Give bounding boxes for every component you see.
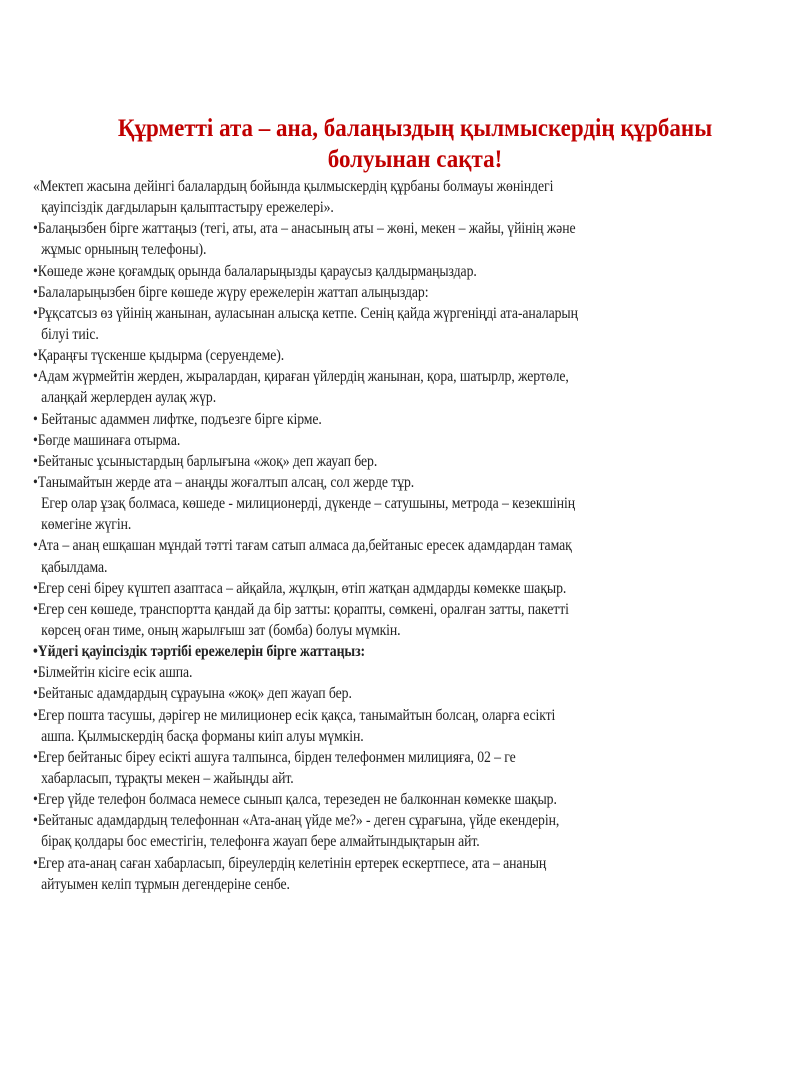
list-item — [33, 810, 793, 852]
text-line: •Ата – анаң ешқашан мұндай тәтті тағам сатып алмаса да,бейтаныс ересек адамдардан тамақ — [33, 537, 572, 555]
text-line: •Егер бейтаныс біреу есікті ашуға талпынса, бірден телефонмен милицияға, 02 – ге — [33, 748, 516, 766]
text-line: Егер олар ұзақ болмаса, көшеде - милиционерді, дүкенде – сатушыны, метрода – кезекшінің — [41, 495, 576, 513]
document-body — [33, 176, 793, 895]
list-item — [33, 578, 793, 599]
text-line: •Рұқсатсыз өз үйінің жанынан, ауласынан алысқа кетпе. Сенің қайда жүргеніңді ата-аналарың — [33, 304, 578, 322]
text-line: •Қараңғы түскенше қыдырма (серуендеме). — [33, 347, 285, 365]
text-line: ашпа. Қылмыскердің басқа форманы киіп алуы мүмкін. — [41, 727, 364, 745]
text-line: •Балаларыңызбен бірге көшеде жүру ережелерін жаттап алыңыздар: — [33, 283, 429, 301]
text-line: •Танымайтын жерде ата – анаңды жоғалтып алсаң, сол жерде тұр. — [33, 473, 415, 491]
text-line: қабылдама. — [41, 558, 108, 576]
text-line: бірақ қолдары бос еместігін, телефонға жауап бере алмайтындықтарын айт. — [41, 833, 480, 851]
text-line: •Бейтаныс адамдардың телефоннан «Ата-анаң үйде ме?» - деген сұрағына, үйде екендерін, — [33, 812, 560, 830]
text-line: •Бейтаныс ұсыныстардың барлығына «жоқ» деп жауап бер. — [33, 452, 378, 470]
text-line: •Егер сен көшеде, транспортта қандай да бір затты: қорапты, сөмкені, оралған затты, пакетті — [33, 600, 569, 618]
list-item — [33, 303, 793, 345]
text-line: •Көшеде және қоғамдық орында балаларыңызды қараусыз қалдырмаңыздар. — [33, 262, 477, 280]
text-line: •Егер сені біреу күштеп азаптаса – айқайла, жұлқын, өтіп жатқан адмдарды көмекке шақыр. — [33, 579, 567, 597]
list-item — [33, 261, 793, 282]
text-line: айтуымен келіп тұрмын дегендеріне сенбе. — [41, 875, 290, 893]
list-item — [33, 683, 793, 704]
text-line: •Егер пошта тасушы, дәрігер не милиционер есік қақса, танымайтын болсаң, оларға есікті — [33, 706, 556, 724]
list-item — [33, 430, 793, 451]
text-line: •Балаңызбен бірге жаттаңыз (тегі, аты, ата – анасының аты – жөні, мекен – жайы, үйінің және — [33, 220, 576, 238]
text-line: хабарласып, тұрақты мекен – жайыңды айт. — [41, 769, 294, 787]
text-line: жұмыс орнының телефоны). — [41, 241, 207, 259]
list-item — [33, 218, 793, 260]
list-item — [33, 789, 793, 810]
text-line: •Бөгде машинаға отырма. — [33, 431, 181, 449]
list-item — [33, 472, 793, 493]
text-line: көрсең оған тиме, оның жарылғыш зат (бомба) болуы мүмкін. — [41, 621, 401, 639]
text-line: «Мектеп жасына дейінгі балалардың бойында қылмыскердің құрбаны болмауы жөніндегі — [33, 178, 554, 195]
title-line-2: болуынан сақта! — [327, 146, 503, 173]
text-line: •Білмейтін кісіге есік ашпа. — [33, 664, 193, 682]
list-item — [33, 493, 793, 535]
section-heading — [33, 641, 793, 662]
text-line: •Егер ата-анаң саған хабарласып, біреулердің келетінін ертерек ескертпесе, ата – ананың — [33, 854, 547, 872]
list-item — [33, 366, 793, 408]
text-line: • Бейтаныс адаммен лифтке, подъезге бірге кірме. — [33, 410, 322, 428]
list-item — [33, 662, 793, 683]
list-item — [33, 345, 793, 366]
list-item — [33, 176, 793, 218]
text-line: •Адам жүрмейтін жерден, жыралардан, қираған үйлердің жанынан, қора, шатырлр, жертөле, — [33, 368, 569, 386]
list-item — [33, 282, 793, 303]
text-line: •Бейтаныс адамдардың сұрауына «жоқ» деп жауап бер. — [33, 685, 352, 703]
list-item — [33, 853, 793, 895]
text-line: көмегіне жүгін. — [41, 516, 132, 534]
title-line-1: Құрметті ата – ана, балаңыздың қылмыскердің құрбаны — [117, 115, 713, 142]
text-line: •Егер үйде телефон болмаса немесе сынып қалса, терезеден не балконнан көмекке шақыр. — [33, 791, 557, 809]
page-title — [70, 113, 760, 175]
text-line: •Үйдегі қауіпсіздік тәртібі ережелерін бірге жаттаңыз: — [33, 643, 366, 661]
text-line: білуі тиіс. — [41, 325, 99, 343]
text-line: алаңқай жерлерден аулақ жүр. — [41, 389, 217, 407]
list-item — [33, 409, 793, 430]
list-item — [33, 747, 793, 789]
text-line: қауіпсіздік дағдыларын қалыптастыру ережелері». — [41, 199, 334, 217]
list-item — [33, 599, 793, 641]
list-item — [33, 535, 793, 577]
list-item — [33, 451, 793, 472]
list-item — [33, 705, 793, 747]
